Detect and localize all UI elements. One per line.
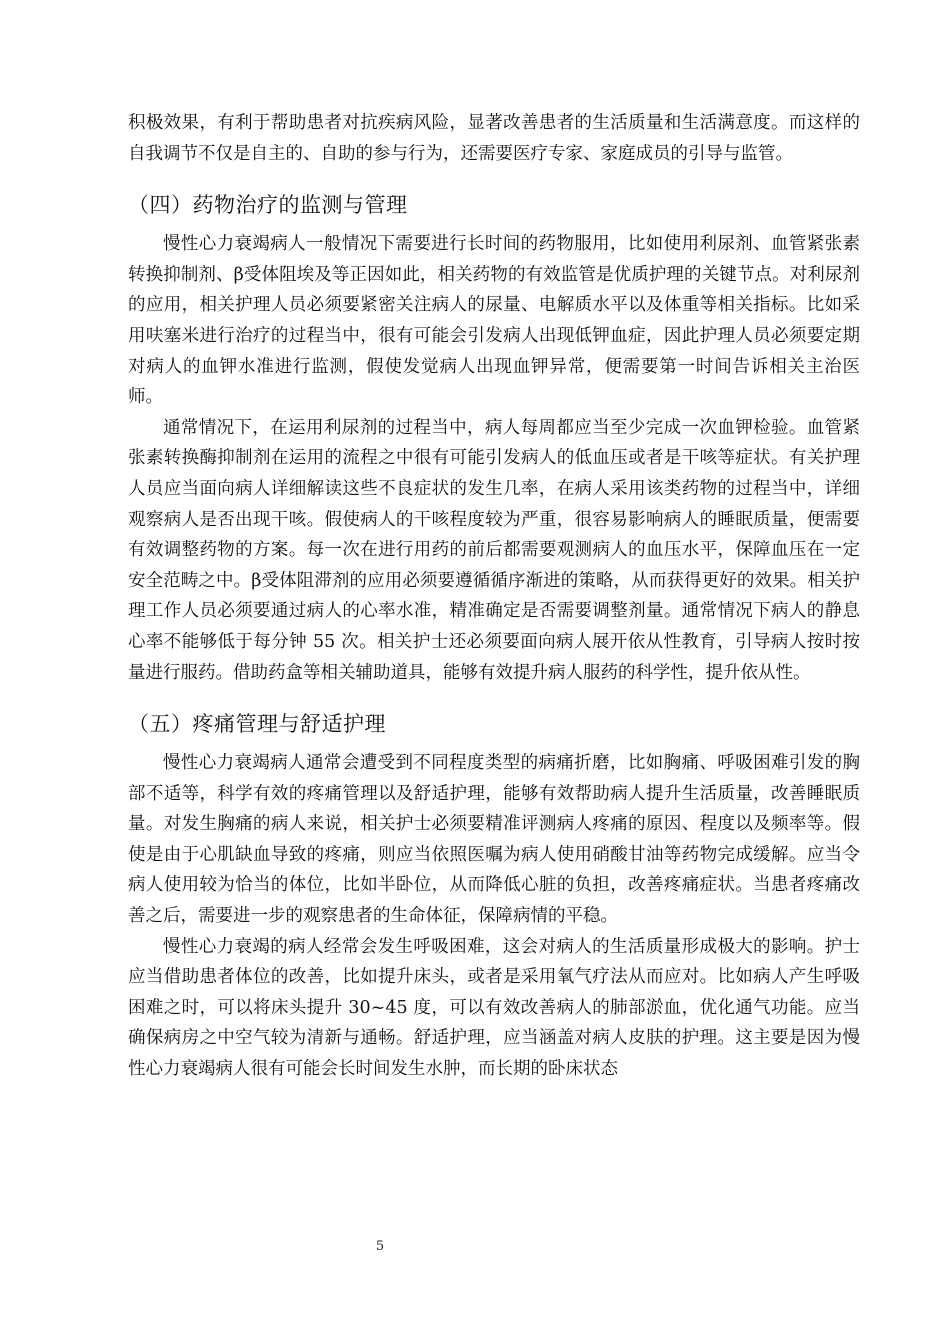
body-paragraph: 通常情况下，在运用利尿剂的过程当中，病人每周都应当至少完成一次血钾检验。血管紧张素转换酶抑制剂在运用的流程之中很有可能引发病人的低血压或者是干咳等症状。有关护理人员应当面向病人详细解读这些不良症状的发生几率，在病人采用该类药物的过程当中，详细观察病人是否出现干咳。假使病人的干咳程度较为严重，很容易影响病人的睡眠质量，便需要有效调整药物的方案。每一次在进行用药的前后都需要观测病人的血压水平，保障血压在一定安全范畴之中。β受体阻滞剂的应用必须要遵循循序渐进的策略，从而获得更好的效果。相关护理工作人员必须要通过病人的心率水准，精准确定是否需要调整剂量。通常情况下病人的静息心率不能够低于每分钟 55 次。相关护士还必须要面向病人展开依从性教育，引导病人按时按量进行服药。借助药盒等相关辅助道具，能够有效提升病人服药的科学性，提升依从性。 [128,417,860,683]
body-paragraph: 慢性心力衰竭病人通常会遭受到不同程度类型的病痛折磨，比如胸痛、呼吸困难引发的胸部不适等，科学有效的疼痛管理以及舒适护理，能够有效帮助病人提升生活质量，改善睡眠质量。对发生胸痛的病人来说，相关护士必须要精准评测病人疼痛的原因、程度以及频率等。假使是由于心肌缺血导致的疼痛，则应当依照医嘱为病人使用硝酸甘油等药物完成缓解。应当令病人使用较为恰当的体位，比如半卧位，从而降低心脏的负担，改善疼痛症状。当患者疼痛改善之后，需要进一步的观察患者的生命体征，保障病情的平稳。 [128,753,860,927]
document-page [128,108,860,1085]
section-heading-4: （四）药物治疗的监测与管理 [128,193,408,218]
body-paragraph: 慢性心力衰竭的病人经常会发生呼吸困难，这会对病人的生活质量形成极大的影响。护士应当借助患者体位的改善，比如提升床头，或者是采用氧气疗法从而应对。比如病人产生呼吸困难之时，可以将床头提升 30~45 度，可以有效改善病人的肺部淤血，优化通气功能。应当确保病房之中空气较为清新与通畅。舒适护理，应当涵盖对病人皮肤的护理。这主要是因为慢性心力衰竭病人很有可能会长时间发生水肿，而长期的卧床状态 [128,936,860,1080]
page-number: 5 [375,1239,385,1254]
body-paragraph: 慢性心力衰竭病人一般情况下需要进行长时间的药物服用，比如使用利尿剂、血管紧张素转换抑制剂、β受体阻埃及等正因如此，相关药物的有效监管是优质护理的关键节点。对利尿剂的应用，相关护理人员必须要紧密关注病人的尿量、电解质水平以及体重等相关指标。比如采用呋塞米进行治疗的过程当中，很有可能会引发病人出现低钾血症，因此护理人员必须要定期对病人的血钾水准进行监测，假使发觉病人出现血钾异常，便需要第一时间告诉相关主治医师。 [128,234,860,408]
section-heading-5: （五）疼痛管理与舒适护理 [128,712,386,737]
body-paragraph: 积极效果，有利于帮助患者对抗疾病风险，显著改善患者的生活质量和生活满意度。而这样的自我调节不仅是自主的、自助的参与行为，还需要医疗专家、家庭成员的引导与监管。 [128,113,860,164]
